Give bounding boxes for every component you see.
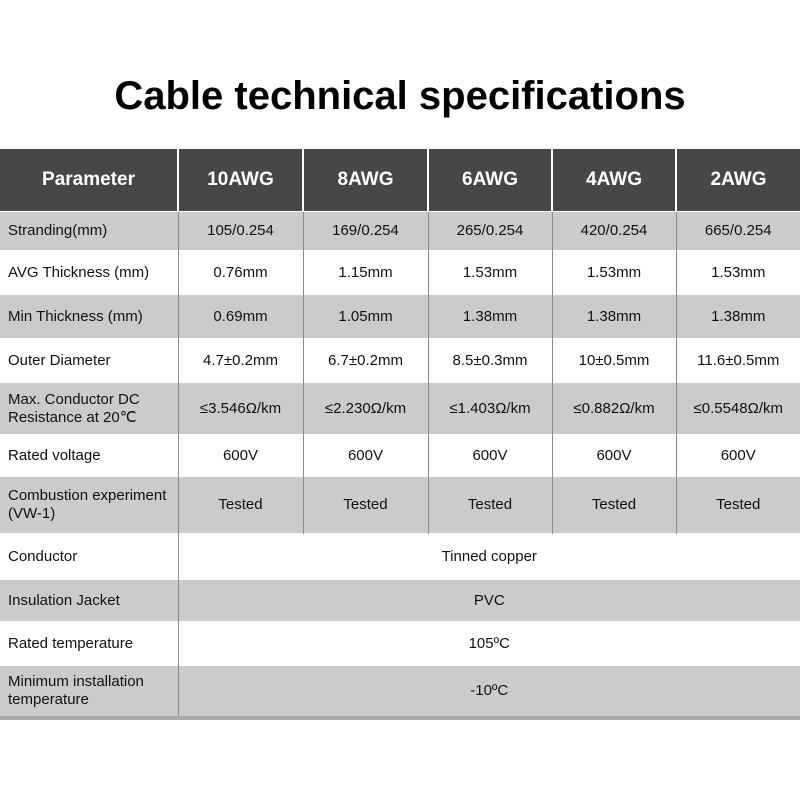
merged-cell-value: 105ºC — [178, 622, 800, 666]
row-label: Outer Diameter — [0, 339, 178, 383]
cell-value: 11.6±0.5mm — [676, 339, 800, 383]
cell-value: Tested — [178, 477, 303, 534]
cell-value: 600V — [552, 435, 676, 477]
table-row — [0, 435, 800, 477]
table-row — [0, 534, 800, 580]
cell-value: 600V — [178, 435, 303, 477]
cell-value: 0.76mm — [178, 251, 303, 295]
header-6awg: 6AWG — [428, 149, 552, 212]
row-label: Rated temperature — [0, 622, 178, 666]
cell-value: 8.5±0.3mm — [428, 339, 552, 383]
cell-value: Tested — [303, 477, 428, 534]
merged-cell-value: -10ºC — [178, 666, 800, 719]
cell-value: 600V — [303, 435, 428, 477]
row-label: Combustion experiment (VW-1) — [0, 477, 178, 534]
cell-value: ≤0.5548Ω/km — [676, 383, 800, 435]
table-row — [0, 580, 800, 622]
header-4awg: 4AWG — [552, 149, 676, 212]
cell-value: Tested — [552, 477, 676, 534]
header-row — [0, 149, 800, 212]
table-row — [0, 251, 800, 295]
cell-value: 420/0.254 — [552, 212, 676, 251]
cell-value: 665/0.254 — [676, 212, 800, 251]
row-label: AVG Thickness (mm) — [0, 251, 178, 295]
cell-value: 1.15mm — [303, 251, 428, 295]
cell-value: 169/0.254 — [303, 212, 428, 251]
cell-value: 0.69mm — [178, 295, 303, 339]
cell-value: 265/0.254 — [428, 212, 552, 251]
cell-value: 1.05mm — [303, 295, 428, 339]
table-row — [0, 212, 800, 251]
cell-value: 1.38mm — [676, 295, 800, 339]
table-row — [0, 383, 800, 435]
cell-value: Tested — [428, 477, 552, 534]
spec-table — [0, 149, 800, 720]
cell-value: ≤2.230Ω/km — [303, 383, 428, 435]
cell-value: 1.38mm — [552, 295, 676, 339]
table-row — [0, 339, 800, 383]
merged-cell-value: Tinned copper — [178, 534, 800, 580]
row-label: Insulation Jacket — [0, 580, 178, 622]
row-label: Minimum installation temperature — [0, 666, 178, 719]
row-label: Max. Conductor DC Resistance at 20℃ — [0, 383, 178, 435]
row-label: Rated voltage — [0, 435, 178, 477]
cell-value: 1.38mm — [428, 295, 552, 339]
row-label: Min Thickness (mm) — [0, 295, 178, 339]
cell-value: Tested — [676, 477, 800, 534]
cell-value: 1.53mm — [552, 251, 676, 295]
table-row — [0, 477, 800, 534]
cell-value: ≤3.546Ω/km — [178, 383, 303, 435]
cell-value: 105/0.254 — [178, 212, 303, 251]
page-title: Cable technical specifications — [114, 74, 686, 118]
header-parameter: Parameter — [0, 149, 178, 212]
table-row — [0, 295, 800, 339]
cell-value: 1.53mm — [428, 251, 552, 295]
cell-value: 4.7±0.2mm — [178, 339, 303, 383]
cell-value: 600V — [676, 435, 800, 477]
cell-value: 1.53mm — [676, 251, 800, 295]
cell-value: ≤0.882Ω/km — [552, 383, 676, 435]
header-8awg: 8AWG — [303, 149, 428, 212]
row-label: Stranding(mm) — [0, 212, 178, 251]
table-row — [0, 622, 800, 666]
row-label: Conductor — [0, 534, 178, 580]
cell-value: ≤1.403Ω/km — [428, 383, 552, 435]
table-row — [0, 666, 800, 719]
cell-value: 10±0.5mm — [552, 339, 676, 383]
header-10awg: 10AWG — [178, 149, 303, 212]
header-2awg: 2AWG — [676, 149, 800, 212]
cell-value: 6.7±0.2mm — [303, 339, 428, 383]
merged-cell-value: PVC — [178, 580, 800, 622]
cell-value: 600V — [428, 435, 552, 477]
